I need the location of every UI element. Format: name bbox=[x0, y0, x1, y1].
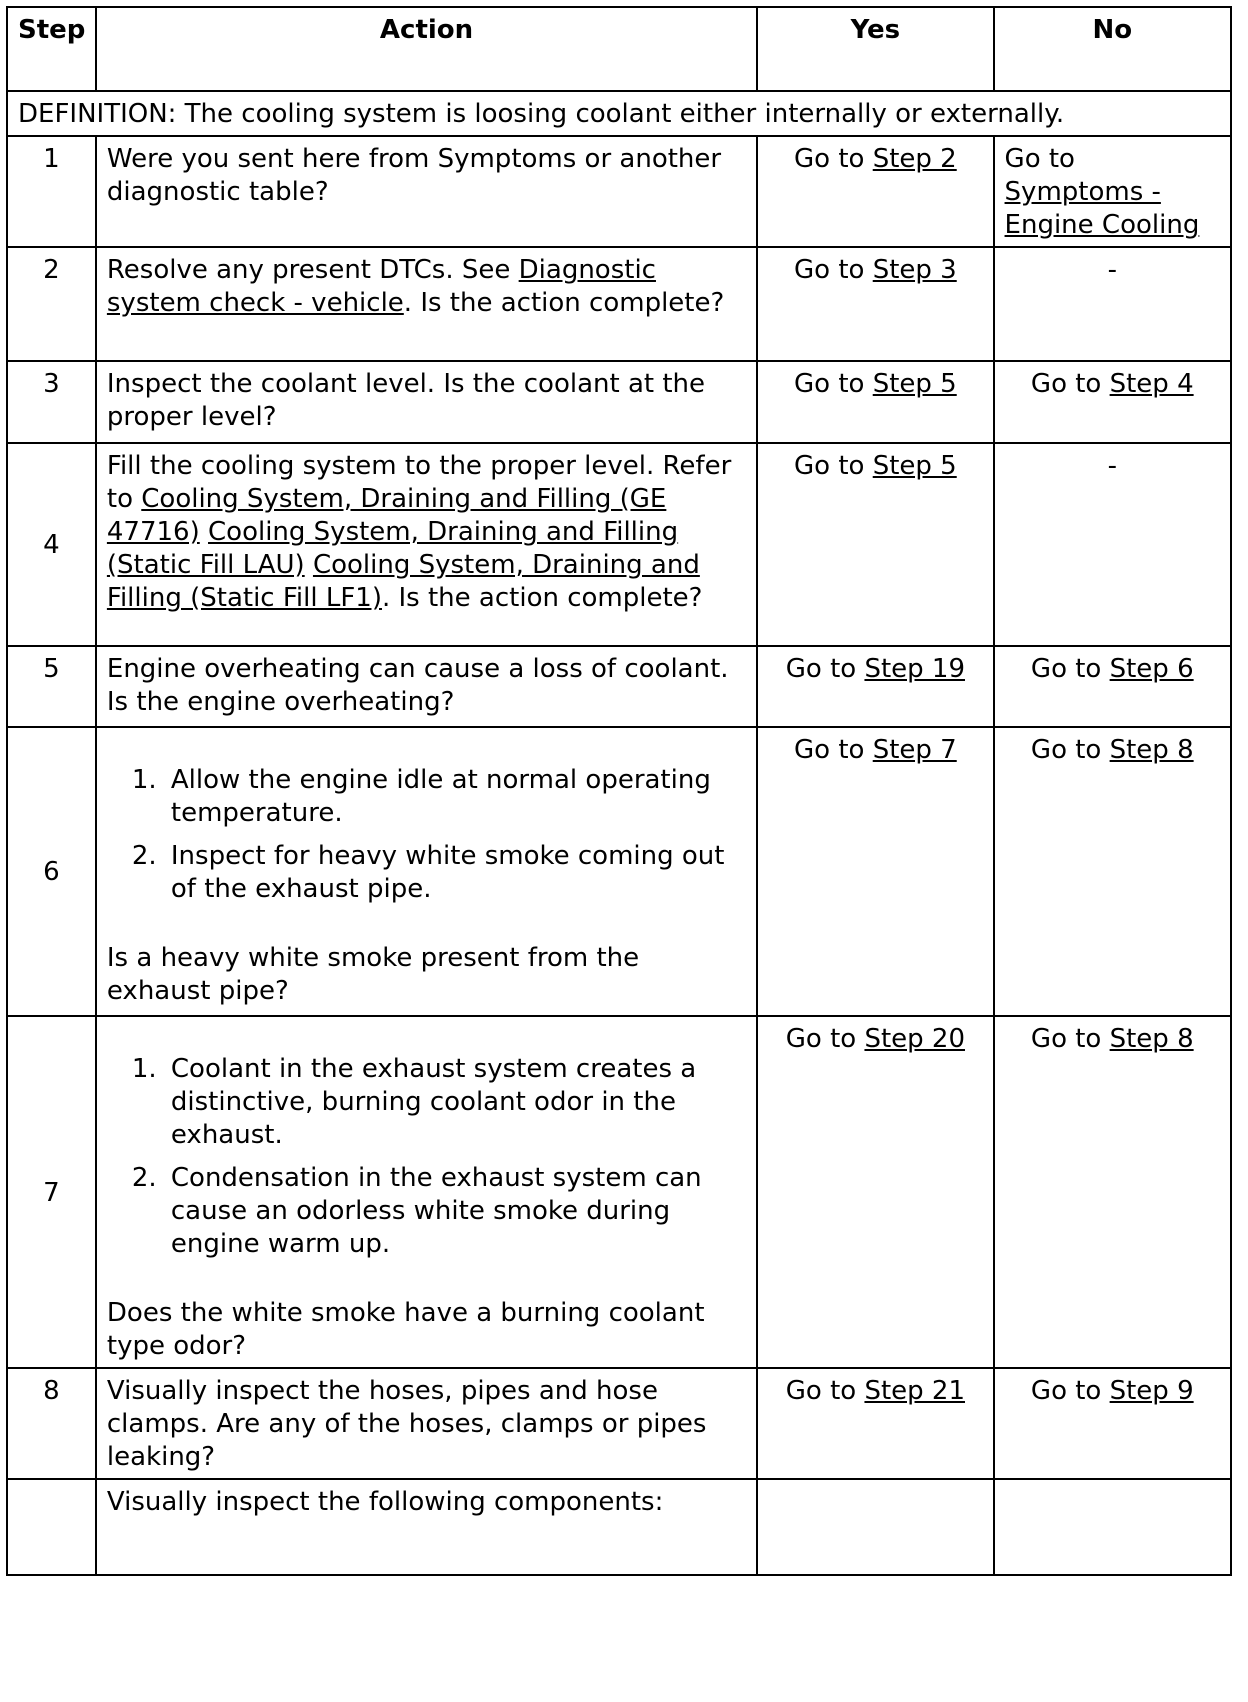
yes-cell: Go to Step 19 bbox=[757, 646, 993, 727]
action-cell: Were you sent here from Symptoms or another diagnostic table? bbox=[96, 136, 757, 247]
table-row bbox=[7, 727, 1231, 1016]
no-cell: Go to Step 8 bbox=[994, 727, 1231, 1016]
yes-link[interactable]: Step 21 bbox=[864, 1376, 965, 1406]
no-cell: Go to Step 8 bbox=[994, 1016, 1231, 1368]
step-number: 7 bbox=[7, 1016, 96, 1368]
no-cell: - bbox=[994, 443, 1231, 646]
yes-cell: Go to Step 5 bbox=[757, 443, 993, 646]
yes-cell: Go to Step 7 bbox=[757, 727, 993, 1016]
yes-cell: Go to Step 21 bbox=[757, 1368, 993, 1479]
action-cell: Resolve any present DTCs. See Diagnostic system check - vehicle. Is the action complete? bbox=[96, 247, 757, 361]
go-to-label: Go to bbox=[794, 144, 865, 174]
yes-cell: Go to Step 5 bbox=[757, 361, 993, 443]
question-text: Is a heavy white smoke present from the exhaust pipe? bbox=[106, 943, 640, 1006]
action-cell: Inspect the coolant level. Is the coolant at the proper level? bbox=[96, 361, 757, 443]
step-number: 3 bbox=[7, 361, 96, 443]
definition-text: DEFINITION: The cooling system is loosing coolant either internally or externally. bbox=[7, 91, 1231, 136]
no-cell: Go to Step 6 bbox=[994, 646, 1231, 727]
table-row bbox=[7, 646, 1231, 727]
list-item: 2. Condensation in the exhaust system can cause an odorless white smoke during engine warm up. bbox=[165, 1162, 746, 1261]
instruction-list bbox=[107, 1053, 746, 1261]
step-number bbox=[7, 1479, 96, 1575]
header-step: Step bbox=[7, 7, 96, 91]
no-cell bbox=[994, 1479, 1231, 1575]
cooling-system-link-lf1[interactable]: Cooling System, Draining and Filling (Static Fill LF1) bbox=[106, 550, 700, 613]
yes-link[interactable]: Step 3 bbox=[872, 255, 957, 285]
action-cell: Fill the cooling system to the proper level. Refer to Cooling System, Draining and Filling (GE 47716) Cooling System, Draining and Filling (Static Fill LAU) Cooling System, Draining and Filling (Static Fill LF1). Is the action complete? bbox=[96, 443, 757, 646]
diagnostic-table bbox=[6, 6, 1232, 1576]
table-row bbox=[7, 1016, 1231, 1368]
table-row bbox=[7, 1479, 1231, 1575]
list-item: 1. Allow the engine idle at normal operating temperature. bbox=[165, 764, 746, 830]
yes-link[interactable]: Step 5 bbox=[872, 451, 957, 481]
question-text: Does the white smoke have a burning coolant type odor? bbox=[106, 1298, 705, 1361]
no-cell: Go to Step 4 bbox=[994, 361, 1231, 443]
no-cell bbox=[994, 136, 1231, 247]
table-row bbox=[7, 1368, 1231, 1479]
step-number: 1 bbox=[7, 136, 96, 247]
instruction-list bbox=[107, 764, 746, 906]
list-item: 2. Inspect for heavy white smoke coming out of the exhaust pipe. bbox=[165, 840, 746, 906]
no-link[interactable]: Step 9 bbox=[1109, 1376, 1194, 1406]
table-row bbox=[7, 443, 1231, 646]
no-link[interactable]: Step 8 bbox=[1109, 735, 1194, 765]
yes-cell bbox=[757, 1479, 993, 1575]
table-row bbox=[7, 136, 1231, 247]
header-action: Action bbox=[96, 7, 757, 91]
step-number: 4 bbox=[7, 443, 96, 646]
header-row bbox=[7, 7, 1231, 91]
cooling-system-link-ge47716[interactable]: Cooling System, Draining and Filling (GE 47716) bbox=[106, 484, 667, 547]
header-yes: Yes bbox=[757, 7, 993, 91]
step-number: 8 bbox=[7, 1368, 96, 1479]
table-row bbox=[7, 361, 1231, 443]
action-cell bbox=[96, 727, 757, 1016]
symptoms-engine-cooling-link[interactable]: Symptoms - Engine Cooling bbox=[1004, 177, 1200, 240]
yes-cell: Go to Step 3 bbox=[757, 247, 993, 361]
yes-cell: Go to Step 20 bbox=[757, 1016, 993, 1368]
action-cell: Visually inspect the following components: bbox=[96, 1479, 757, 1575]
action-cell: Engine overheating can cause a loss of coolant. Is the engine overheating? bbox=[96, 646, 757, 727]
no-cell: Go to Step 9 bbox=[994, 1368, 1231, 1479]
yes-link[interactable]: Step 7 bbox=[872, 735, 957, 765]
step-number: 5 bbox=[7, 646, 96, 727]
yes-cell bbox=[757, 136, 993, 247]
go-to-label: Go to bbox=[1004, 144, 1075, 174]
action-cell bbox=[96, 1016, 757, 1368]
yes-link[interactable]: Step 2 bbox=[872, 144, 957, 174]
yes-link[interactable]: Step 20 bbox=[864, 1024, 965, 1054]
step-number: 2 bbox=[7, 247, 96, 361]
table-row bbox=[7, 247, 1231, 361]
list-item: 1. Coolant in the exhaust system creates a distinctive, burning coolant odor in the exhaust. bbox=[165, 1053, 746, 1152]
definition-row bbox=[7, 91, 1231, 136]
diagnostic-system-check-link[interactable]: Diagnostic system check - vehicle bbox=[106, 255, 656, 318]
action-cell: Visually inspect the hoses, pipes and hose clamps. Are any of the hoses, clamps or pipes leaking? bbox=[96, 1368, 757, 1479]
yes-link[interactable]: Step 5 bbox=[872, 369, 957, 399]
yes-link[interactable]: Step 19 bbox=[864, 654, 965, 684]
no-link[interactable]: Step 4 bbox=[1109, 369, 1194, 399]
no-link[interactable]: Step 6 bbox=[1109, 654, 1194, 684]
no-cell: - bbox=[994, 247, 1231, 361]
cooling-system-link-lau[interactable]: Cooling System, Draining and Filling (Static Fill LAU) bbox=[106, 517, 679, 580]
step-number: 6 bbox=[7, 727, 96, 1016]
header-no: No bbox=[994, 7, 1231, 91]
no-link[interactable]: Step 8 bbox=[1109, 1024, 1194, 1054]
